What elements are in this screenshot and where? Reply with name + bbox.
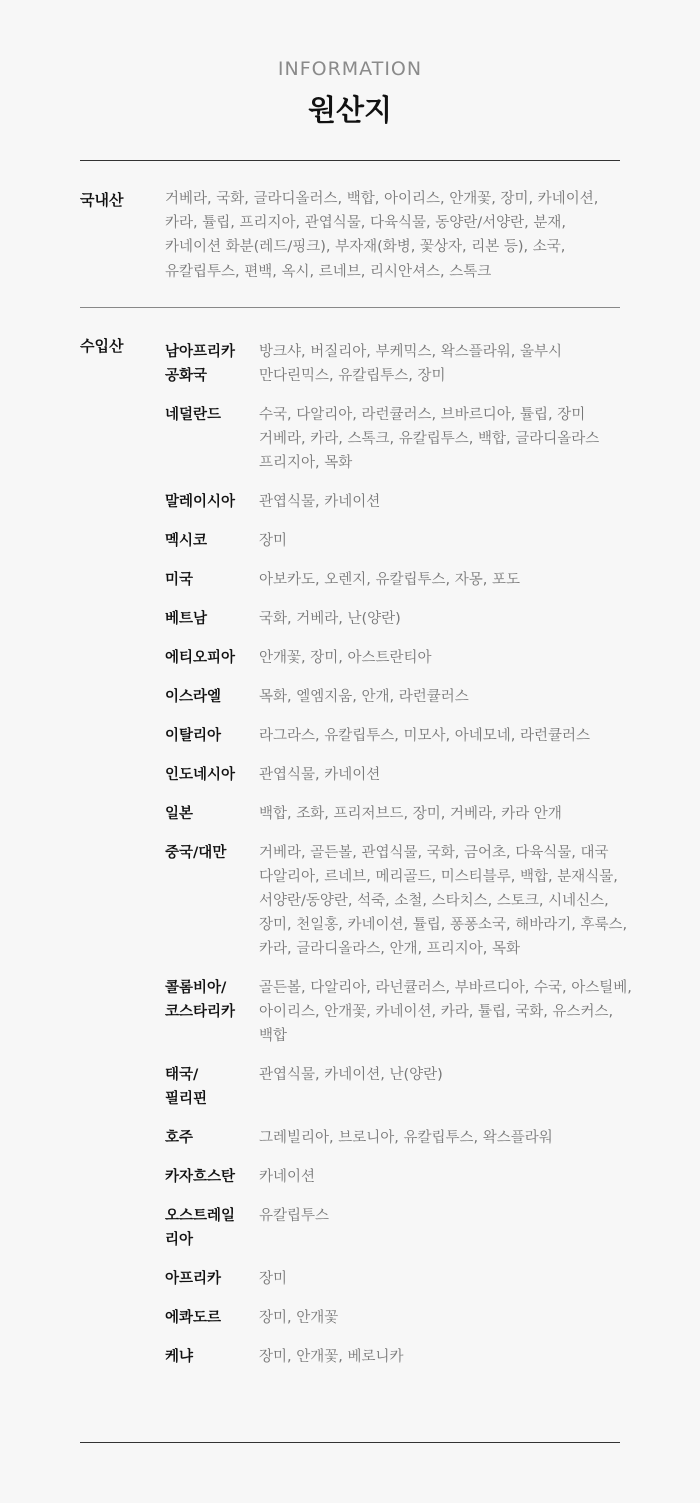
country-items: [259, 490, 620, 514]
country-items: [259, 1204, 620, 1228]
country-name-line: 리아: [165, 1232, 194, 1248]
country-name-line: 중국/대만: [165, 845, 227, 861]
country-name-line: 오스트레일: [165, 1208, 236, 1224]
country-name-line: 멕시코: [165, 533, 208, 549]
section-eyebrow: INFORMATION: [277, 58, 423, 80]
country-name-line: 남아프리카: [165, 344, 236, 360]
country-name: [165, 763, 259, 787]
country-items-line: 아보카도, 오렌지, 유칼립투스, 자몽, 포도: [259, 572, 520, 588]
country-items: [259, 724, 620, 748]
country-name-line: 아프리카: [165, 1271, 222, 1287]
country-name-line: 인도네시아: [165, 767, 236, 783]
country-name-line: 말레이시아: [165, 494, 236, 510]
country-items: [259, 763, 620, 787]
country-name-line: 에콰도르: [165, 1310, 222, 1326]
country-row: [165, 340, 620, 388]
top-divider: [80, 160, 620, 161]
country-name: [165, 568, 259, 592]
country-name: [165, 1126, 259, 1150]
country-name-line: 베트남: [165, 611, 208, 627]
country-items-line: 수국, 다알리아, 라런큘러스, 브바르디아, 튤립, 장미: [259, 407, 586, 423]
country-items: [259, 841, 628, 961]
country-items-line: 카라, 글라디올라스, 안개, 프리지아, 목화: [259, 941, 520, 957]
country-row: [165, 1165, 620, 1189]
country-row: [165, 976, 632, 1048]
country-items-line: 장미: [259, 1271, 288, 1287]
country-items-line: 프리지아, 목화: [259, 455, 353, 471]
country-items: [259, 568, 620, 592]
country-name-line: 콜롬비아/: [165, 980, 227, 996]
country-items: [259, 1126, 620, 1150]
country-items-line: 카네이션: [259, 1169, 316, 1185]
country-items-line: 만다린믹스, 유칼립투스, 장미: [259, 368, 446, 384]
country-row: [165, 724, 620, 748]
country-row: [165, 1345, 620, 1369]
domestic-label: 국내산: [80, 191, 124, 209]
country-items-line: 장미, 안개꽃: [259, 1310, 339, 1326]
country-row: [165, 1204, 620, 1252]
country-row: [165, 841, 628, 961]
country-row: [165, 1267, 620, 1291]
country-row: [165, 802, 620, 826]
country-name-line: 코스타리카: [165, 1004, 236, 1020]
country-row: [165, 403, 620, 475]
country-name-line: 카자흐스탄: [165, 1169, 236, 1185]
country-items-line: 거베라, 카라, 스톡크, 유칼립투스, 백합, 글라디올라스: [259, 431, 600, 447]
country-items: [259, 403, 620, 475]
country-items: [259, 802, 620, 826]
middle-divider: [80, 307, 620, 308]
country-name: [165, 1267, 259, 1291]
country-items-line: 아이리스, 안개꽃, 카네이션, 카라, 튤립, 국화, 유스커스,: [259, 1004, 614, 1020]
country-row: [165, 1063, 620, 1111]
country-name: [165, 1306, 259, 1330]
country-items-line: 그레빌리아, 브로니아, 유칼립투스, 왁스플라워: [259, 1130, 553, 1146]
country-name: [165, 841, 259, 865]
country-items-line: 백합, 조화, 프리저브드, 장미, 거베라, 카라 안개: [259, 806, 562, 822]
country-items: [259, 1165, 620, 1189]
country-items-line: 다알리아, 르네브, 메리골드, 미스티블루, 백합, 분재식물,: [259, 869, 618, 885]
country-row: [165, 685, 620, 709]
bottom-divider: [80, 1442, 620, 1443]
country-items-line: 거베라, 골든볼, 관엽식물, 국화, 금어초, 다육식물, 대국: [259, 845, 609, 861]
country-name: [165, 685, 259, 709]
country-items: [259, 1345, 620, 1369]
country-row: [165, 607, 620, 631]
country-items-line: 관엽식물, 카네이션: [259, 494, 381, 510]
domestic-items: 거베라, 국화, 글라디올러스, 백합, 아이리스, 안개꽃, 장미, 카네이션, 카라, 튤립, 프리지아, 관엽식물, 다육식물, 동양란/서양란, 분재, 카네이션 화분(레드/핑크), 부자재(화병, 꽃상자, 리본 등), 소국, 유칼립투스, 편백, 옥시, 르네브, 리시안셔스, 스톡크: [165, 191, 599, 280]
country-name: [165, 607, 259, 631]
country-items-line: 장미: [259, 533, 288, 549]
country-name-line: 태국/: [165, 1067, 199, 1083]
imported-country-list: [165, 340, 632, 1369]
country-name: [165, 646, 259, 670]
country-items-line: 관엽식물, 카네이션: [259, 767, 381, 783]
country-items: [259, 1267, 620, 1291]
country-items-line: 골든볼, 다알리아, 라넌큘러스, 부바르디아, 수국, 아스틸베,: [259, 980, 632, 996]
country-name-line: 호주: [165, 1130, 194, 1146]
country-items-line: 안개꽃, 장미, 아스트란티아: [259, 650, 432, 666]
country-items-line: 유칼립투스: [259, 1208, 330, 1224]
country-name-line: 에티오피아: [165, 650, 236, 666]
country-row: [165, 490, 620, 514]
country-name-line: 네덜란드: [165, 407, 222, 423]
country-items: [259, 1306, 620, 1330]
country-items-line: 국화, 거베라, 난(양란): [259, 611, 401, 627]
country-row: [165, 529, 620, 553]
country-items-line: 백합: [259, 1028, 288, 1044]
country-row: [165, 1306, 620, 1330]
country-items-line: 목화, 엘엠지움, 안개, 라런큘러스: [259, 689, 469, 705]
country-name: [165, 1204, 259, 1252]
country-items: [259, 1063, 620, 1087]
country-name-line: 공화국: [165, 368, 208, 384]
country-row: [165, 646, 620, 670]
country-name: [165, 1345, 259, 1369]
country-name: [165, 340, 259, 388]
country-items-line: 라그라스, 유칼립투스, 미모사, 아네모네, 라런큘러스: [259, 728, 591, 744]
country-name-line: 이스라엘: [165, 689, 222, 705]
country-items: [259, 976, 632, 1048]
country-name: [165, 1165, 259, 1189]
country-name: [165, 1063, 259, 1111]
country-items-line: 방크샤, 버질리아, 부케믹스, 왁스플라워, 울부시: [259, 344, 563, 360]
country-name: [165, 490, 259, 514]
country-items-line: 장미, 천일홍, 카네이션, 튤립, 퐁퐁소국, 해바라기, 후룩스,: [259, 917, 628, 933]
country-items: [259, 607, 620, 631]
country-name-line: 미국: [165, 572, 194, 588]
country-items-line: 장미, 안개꽃, 베로니카: [259, 1349, 404, 1365]
country-items: [259, 646, 620, 670]
country-items: [259, 529, 620, 553]
country-items: [259, 685, 620, 709]
country-items: [259, 340, 620, 388]
country-name: [165, 403, 259, 427]
country-name-line: 필리핀: [165, 1091, 208, 1107]
country-name: [165, 724, 259, 748]
country-items-line: 서양란/동양란, 석죽, 소철, 스타치스, 스토크, 시네신스,: [259, 893, 609, 909]
country-name-line: 이탈리아: [165, 728, 222, 744]
country-items-line: 관엽식물, 카네이션, 난(양란): [259, 1067, 443, 1083]
country-name: [165, 529, 259, 553]
country-row: [165, 763, 620, 787]
country-row: [165, 568, 620, 592]
page-title: 원산지: [307, 93, 393, 127]
imported-label: 수입산: [80, 337, 124, 355]
country-name-line: 일본: [165, 806, 194, 822]
country-row: [165, 1126, 620, 1150]
country-name: [165, 802, 259, 826]
country-name: [165, 976, 259, 1024]
country-name-line: 케냐: [165, 1349, 194, 1365]
